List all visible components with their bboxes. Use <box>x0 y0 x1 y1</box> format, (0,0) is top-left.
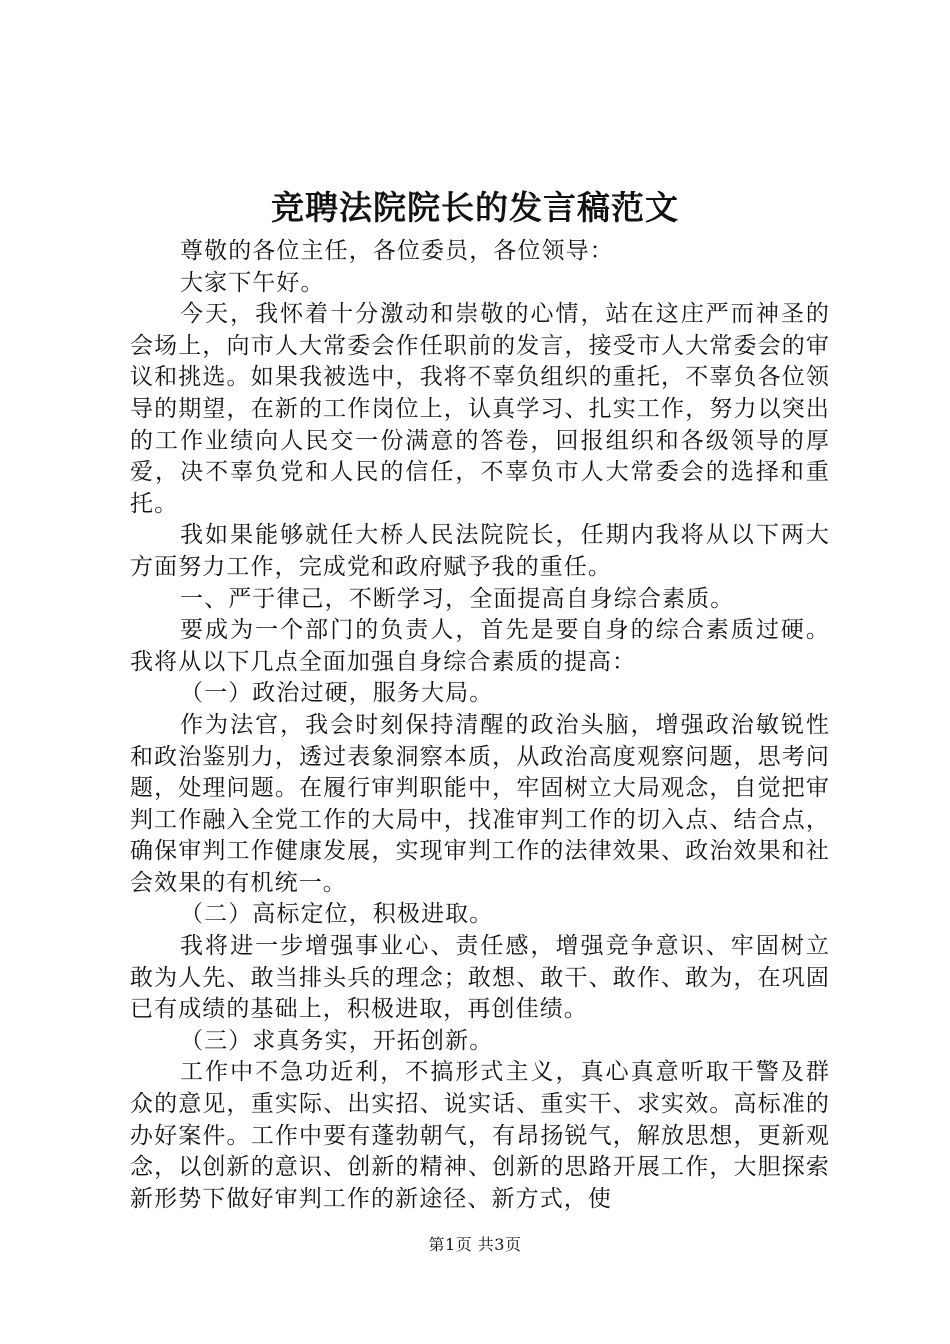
paragraph-sub-2: 我将进一步增强事业心、责任感，增强竞争意识、牢固树立敢为人先、敢当排头兵的理念；敢想、敢干、敢作、敢为，在巩固已有成绩的基础上，积极进取，再创佳绩。 <box>130 933 830 1023</box>
paragraph-sub-1: 作为法官，我会时刻保持清醒的政治头脑，增强政治敏锐性和政治鉴别力，透过表象洞察本质，从政治高度观察问题，思考问题，处理问题。在履行审判职能中，牢固树立大局观念，自觉把审判工作融入全党工作的大局中，找准审判工作的切入点、结合点，确保审判工作健康发展，实现审判工作的法律效果、政治效果和社会效果的有机统一。 <box>130 711 830 896</box>
subheading-3: （三）求真务实，开拓创新。 <box>180 1027 494 1054</box>
document-title: 竞聘法院院长的发言稿范文 <box>271 188 679 227</box>
paragraph-intro: 今天，我怀着十分激动和崇敬的心情，站在这庄严而神圣的会场上，向市人大常委会作任职前的发言，接受市人大常委会的审议和挑选。如果我被选中，我将不辜负组织的重托，不辜负各位领导的期望，在新的工作岗位上，认真学习、扎实工作，努力以突出的工作业绩向人民交一份满意的答卷，回报组织和各级领导的厚爱，决不辜负党和人民的信任，不辜负市人大常委会的选择和重托。 <box>130 301 830 517</box>
document-body <box>130 236 830 1215</box>
greeting: 大家下午好。 <box>180 269 325 296</box>
paragraph-section-1: 要成为一个部门的负责人，首先是要自身的综合素质过硬。我将从以下几点全面加强自身综合素质的提高： <box>130 617 830 675</box>
paragraph-plan: 我如果能够就任大桥人民法院院长，任期内我将从以下两大方面努力工作，完成党和政府赋予我的重任。 <box>130 522 830 580</box>
section-heading-1: 一、严于律己，不断学习，全面提高自身综合素质。 <box>180 585 735 612</box>
salutation: 尊敬的各位主任，各位委员，各位领导： <box>180 238 614 264</box>
page-footer: 第1页 共3页 <box>428 1235 522 1254</box>
subheading-2: （二）高标定位，积极进取。 <box>180 901 494 928</box>
subheading-1: （一）政治过硬，服务大局。 <box>180 680 494 707</box>
paragraph-sub-3: 工作中不急功近利，不搞形式主义，真心真意听取干警及群众的意见，重实际、出实招、说实话、重实干、求实效。高标准的办好案件。工作中要有蓬勃朝气，有昂扬锐气，解放思想，更新观念，以创新的意识、创新的精神、创新的思路开展工作，大胆探索新形势下做好审判工作的新途径、新方式，使 <box>130 1059 830 1212</box>
